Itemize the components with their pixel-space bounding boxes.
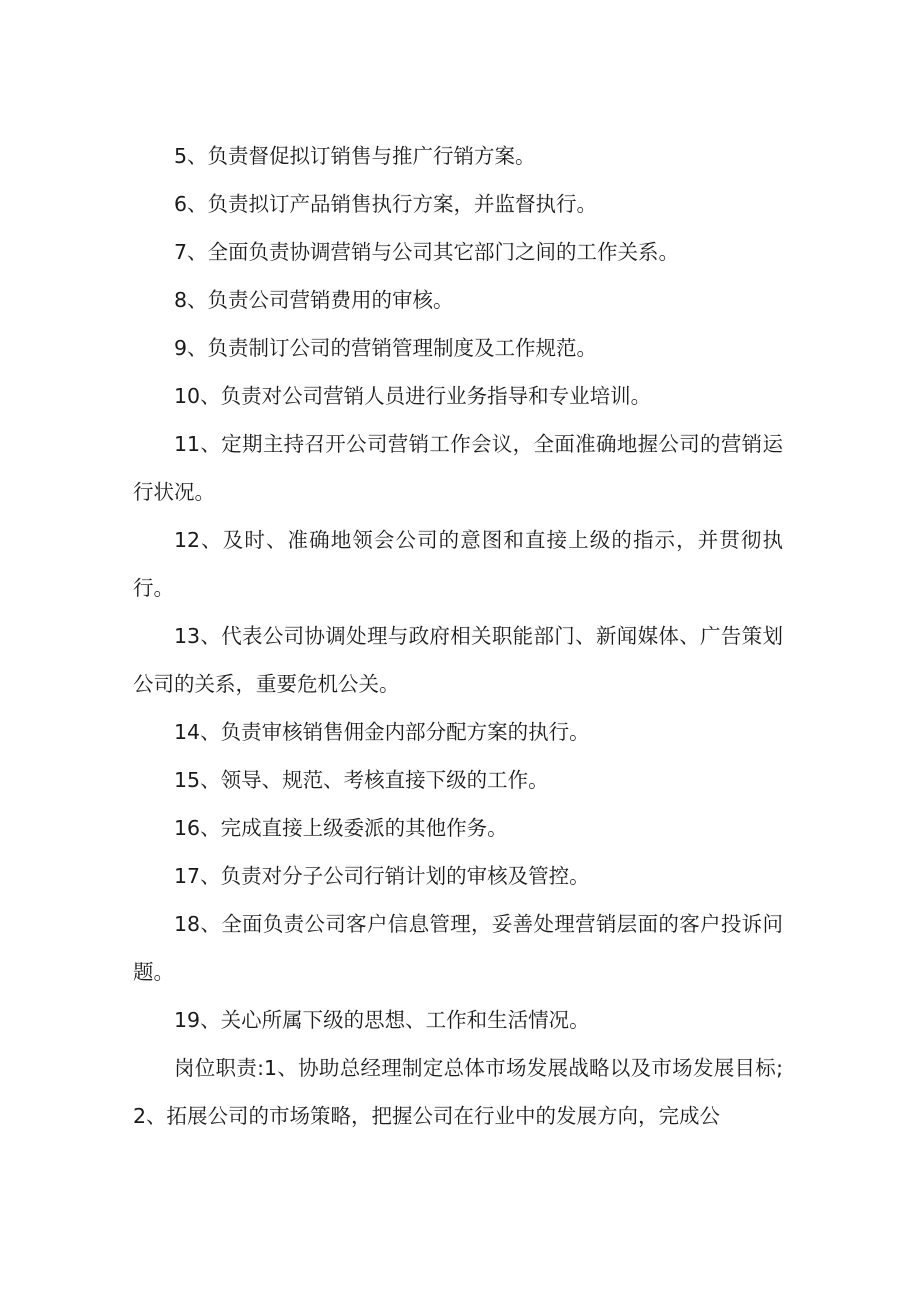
paragraph-item-12: 12、及时、准确地领会公司的意图和直接上级的指示，并贯彻执行。	[133, 528, 783, 600]
paragraph-item-9: 9、负责制订公司的营销管理制度及工作规范。	[174, 336, 598, 360]
paragraph-item-19: 19、关心所属下级的思想、工作和生活情况。	[174, 1008, 590, 1032]
paragraph-item-8: 8、负责公司营销费用的审核。	[174, 288, 454, 312]
paragraph-item-15: 15、领导、规范、考核直接下级的工作。	[174, 768, 549, 792]
paragraph-item-11: 11、定期主持召开公司营销工作会议，全面准确地握公司的营销运行状况。	[133, 432, 783, 504]
paragraph-item-10: 10、负责对公司营销人员进行业务指导和专业培训。	[174, 384, 652, 408]
paragraph-job-duties: 岗位职责:1、协助总经理制定总体市场发展战略以及市场发展目标;2、拓展公司的市场策略，把握公司在行业中的发展方向，完成公	[133, 1056, 783, 1128]
document-body	[133, 132, 783, 1140]
paragraph-item-13: 13、代表公司协调处理与政府相关职能部门、新闻媒体、广告策划公司的关系，重要危机公关。	[133, 624, 783, 696]
paragraph-item-16: 16、完成直接上级委派的其他作务。	[174, 816, 508, 840]
paragraph-item-7: 7、全面负责协调营销与公司其它部门之间的工作关系。	[174, 240, 680, 264]
paragraph-item-17: 17、负责对分子公司行销计划的审核及管控。	[174, 864, 590, 888]
paragraph-item-14: 14、负责审核销售佣金内部分配方案的执行。	[174, 720, 590, 744]
paragraph-item-6: 6、负责拟订产品销售执行方案，并监督执行。	[174, 192, 598, 216]
paragraph-item-5: 5、负责督促拟订销售与推广行销方案。	[174, 144, 536, 168]
paragraph-item-18: 18、全面负责公司客户信息管理，妥善处理营销层面的客户投诉问题。	[133, 912, 783, 984]
